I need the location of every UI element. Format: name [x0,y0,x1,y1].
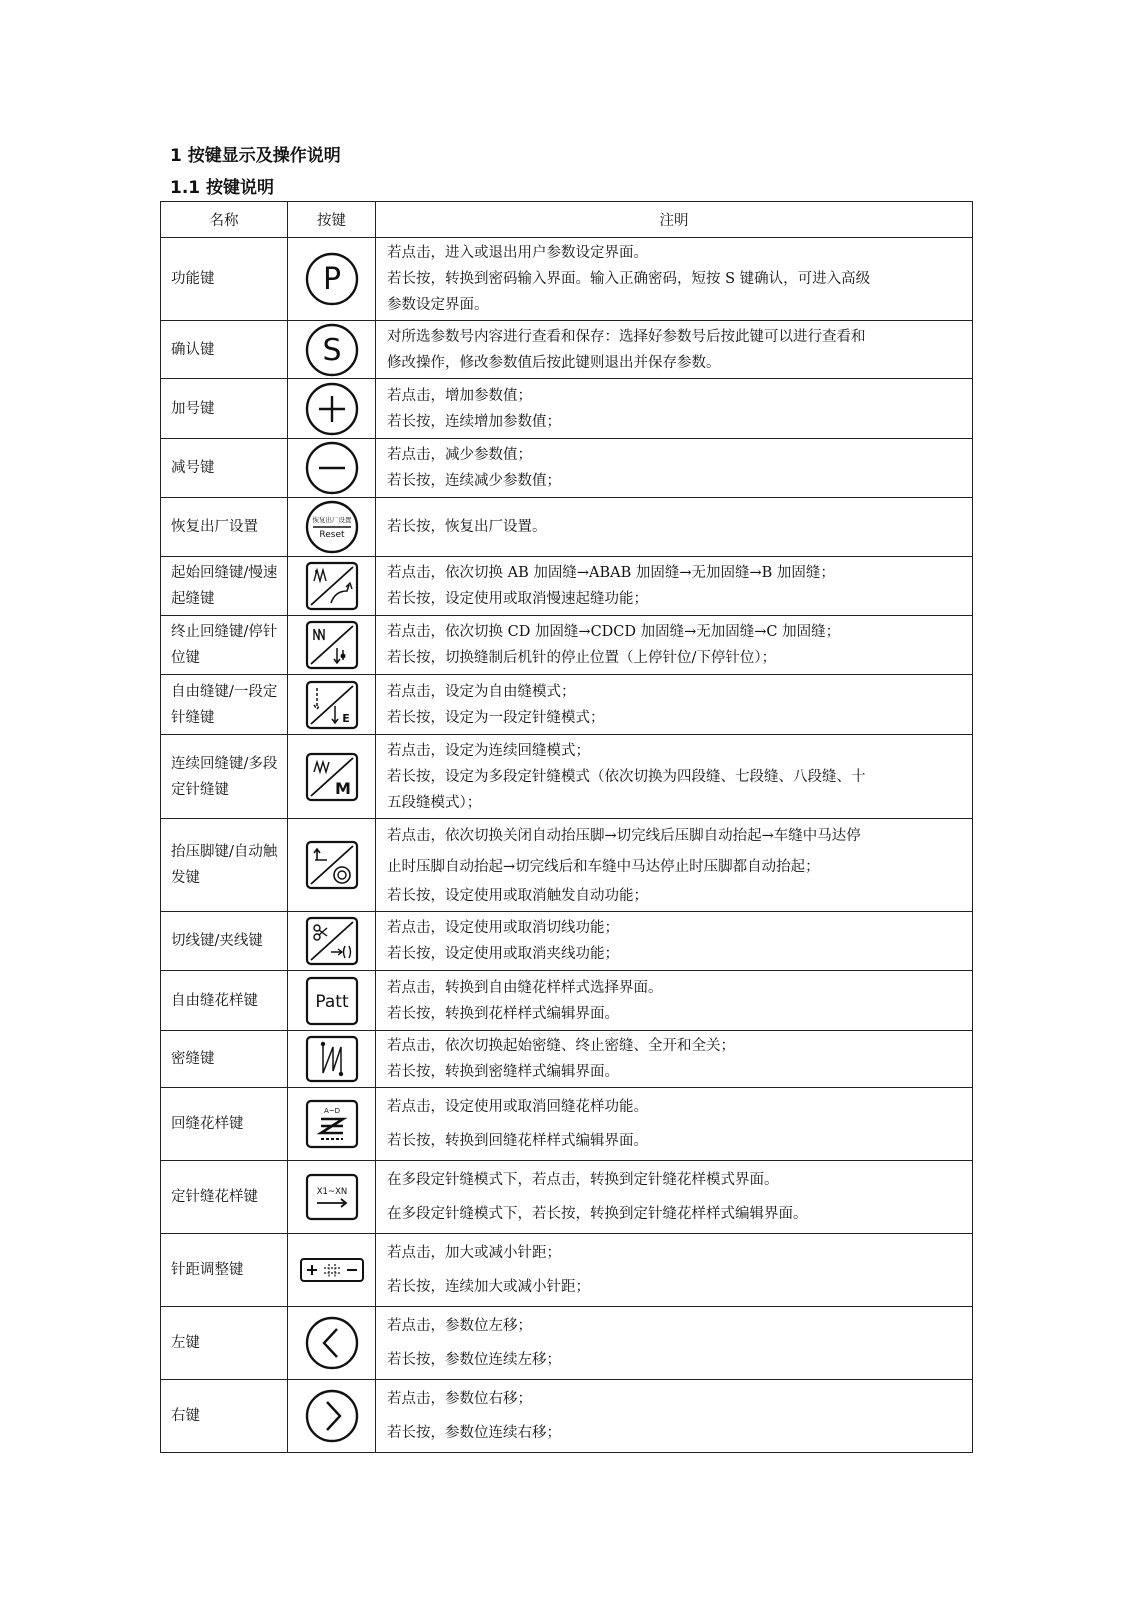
key-name: 自由缝花样键 [161,971,288,1031]
note-line: 若长按，连续加大或减小针距； [387,1279,590,1295]
key-note [376,819,973,912]
key-name: 针距调整键 [161,1234,288,1307]
note-line: 修改操作，修改参数值后按此键则退出并保存参数。 [387,354,721,371]
note-line: 在多段定针缝模式下，若长按，转换到定针缝花样样式编辑界面。 [387,1206,808,1222]
thread-trim-key-icon [305,916,359,966]
key-label: X1~XN [316,1187,347,1197]
key-note [376,557,973,616]
key-name: 确认键 [161,321,288,379]
note-line: 若长按，连续增加参数值； [387,413,561,430]
key-note [376,439,973,498]
table-row [161,1234,973,1307]
backtack-pattern-key-icon [305,1099,359,1149]
key-label-bottom: Reset [318,530,345,540]
note-line: 若点击，参数位右移； [387,1391,532,1407]
table-header-row [161,202,973,238]
key-note [376,238,973,321]
condensed-stitch-key-icon [305,1035,359,1083]
key-note [376,1031,973,1088]
key-label: P [322,262,341,297]
key-name: 自由缝键/一段定针缝键 [161,675,288,735]
plus-key-icon [304,381,360,437]
note-line: 若点击，增加参数值； [387,387,532,404]
key-name: 右键 [161,1380,288,1453]
table-row [161,1088,973,1161]
note-line: 若点击，依次切换 AB 加固缝→ABAB 加固缝→无加固缝→B 加固缝； [387,565,835,581]
note-line: 若点击，设定使用或取消回缝花样功能。 [387,1099,648,1115]
note-line: 若长按，连续减少参数值； [387,473,561,489]
note-line: 若点击，加大或减小针距； [387,1245,561,1261]
note-line: 若长按，切换缝制后机针的停止位置（上停针位/下停针位）； [387,650,777,666]
key-label: E [341,711,350,725]
key-note [376,735,973,819]
key-description-table [160,201,973,1453]
key-note [376,616,973,675]
fixed-stitch-pattern-key-icon [305,1173,359,1221]
key-name: 抬压脚键/自动触发键 [161,819,288,912]
table-row [161,675,973,735]
note-line: 若点击，设定使用或取消切线功能； [387,920,619,936]
key-note [376,1307,973,1380]
note-line: 若长按，设定使用或取消慢速起缝功能； [387,591,648,607]
key-name: 连续回缝键/多段定针缝键 [161,735,288,819]
minus-key-icon [304,440,360,496]
right-key-icon [304,1388,360,1444]
table-row [161,735,973,819]
note-line: 若点击，参数位左移； [387,1318,532,1334]
note-line: 止时压脚自动抬起→切完线后和车缝中马达停止时压脚都自动抬起； [387,859,820,875]
note-line: 若长按，转换到花样样式编辑界面。 [387,1005,619,1022]
note-line: 若点击，转换到自由缝花样样式选择界面。 [387,979,663,996]
note-line: 若长按，转换到密缝样式编辑界面。 [387,1064,619,1080]
key-label: M [334,778,351,798]
note-line: 对所选参数号内容进行查看和保存：选择好参数号后按此键可以进行查看和 [387,328,866,345]
key-note [376,912,973,971]
note-line: 若点击，依次切换 CD 加固缝→CDCD 加固缝→无加固缝→C 加固缝； [387,624,841,640]
key-name: 加号键 [161,379,288,439]
patt-key-icon [305,976,359,1026]
key-note [376,321,973,379]
key-note [376,971,973,1031]
table-row [161,439,973,498]
note-line: 若点击，设定为连续回缝模式； [387,742,590,759]
note-line: 五段缝模式）； [387,794,482,811]
key-note [376,1380,973,1453]
start-backtack-key-icon [305,561,359,611]
header-key: 按键 [288,202,376,238]
note-line: 在多段定针缝模式下，若点击，转换到定针缝花样模式界面。 [387,1172,779,1188]
note-line: 若长按，参数位连续左移； [387,1352,561,1368]
table-row [161,379,973,439]
table-row [161,1031,973,1088]
note-line: 若长按，设定使用或取消夹线功能； [387,946,619,962]
note-line: 参数设定界面。 [387,297,489,313]
table-row [161,616,973,675]
note-line: 若长按，转换到回缝花样样式编辑界面。 [387,1133,648,1149]
table-row [161,1161,973,1234]
key-note [376,498,973,557]
note-line: 若点击，依次切换起始密缝、终止密缝、全开和全关； [387,1038,735,1054]
key-note [376,1161,973,1234]
key-note [376,675,973,735]
note-line: 若点击，进入或退出用户参数设定界面。 [387,245,648,261]
key-name: 功能键 [161,238,288,321]
note-line: 若长按，设定为一段定针缝模式； [387,709,605,726]
free-sewing-key-icon [305,680,359,730]
header-name: 名称 [161,202,288,238]
table-row [161,238,973,321]
reset-key-icon [304,499,360,555]
end-backtack-key-icon [305,620,359,670]
note-line: 若点击，减少参数值； [387,447,532,463]
continuous-backtack-key-icon [305,752,359,802]
key-name: 密缝键 [161,1031,288,1088]
p-key-icon [304,251,360,307]
key-note [376,1234,973,1307]
s-key-icon [304,322,360,378]
key-name: 终止回缝键/停针位键 [161,616,288,675]
note-line: 若长按，设定使用或取消触发自动功能； [387,888,648,904]
key-name: 切线键/夹线键 [161,912,288,971]
key-name: 回缝花样键 [161,1088,288,1161]
note-line: 若点击，设定为自由缝模式； [387,683,576,700]
table-row [161,498,973,557]
note-line: 若长按，转换到密码输入界面。输入正确密码，短按 S 键确认，可进入高级 [387,271,871,287]
section-title: 1 按键显示及操作说明 [170,146,341,166]
key-note [376,1088,973,1161]
presser-foot-key-icon [305,840,359,890]
table-row [161,819,973,912]
key-name: 恢复出厂设置 [161,498,288,557]
key-label: A~D [323,1107,340,1115]
stitch-length-key-icon [299,1256,365,1284]
key-name: 起始回缝键/慢速起缝键 [161,557,288,616]
key-label-top: 恢复出厂设置 [312,516,351,524]
table-row [161,321,973,379]
table-row [161,971,973,1031]
key-label: S [321,332,342,368]
table-row [161,557,973,616]
header-note: 注明 [376,202,973,238]
subsection-title: 1.1 按键说明 [170,178,275,198]
table-row [161,1307,973,1380]
note-line: 若点击，依次切换关闭自动抬压脚→切完线后压脚自动抬起→车缝中马达停 [387,828,861,844]
note-line: 若长按，设定为多段定针缝模式（依次切换为四段缝、七段缝、八段缝、十 [387,768,866,785]
note-line: 若长按，恢复出厂设置。 [387,519,547,535]
table-row [161,1380,973,1453]
table-row [161,912,973,971]
left-key-icon [304,1315,360,1371]
key-name: 减号键 [161,439,288,498]
key-name: 定针缝花样键 [161,1161,288,1234]
key-note [376,379,973,439]
key-name: 左键 [161,1307,288,1380]
note-line: 若长按，参数位连续右移； [387,1425,561,1441]
key-label: Patt [314,991,349,1012]
